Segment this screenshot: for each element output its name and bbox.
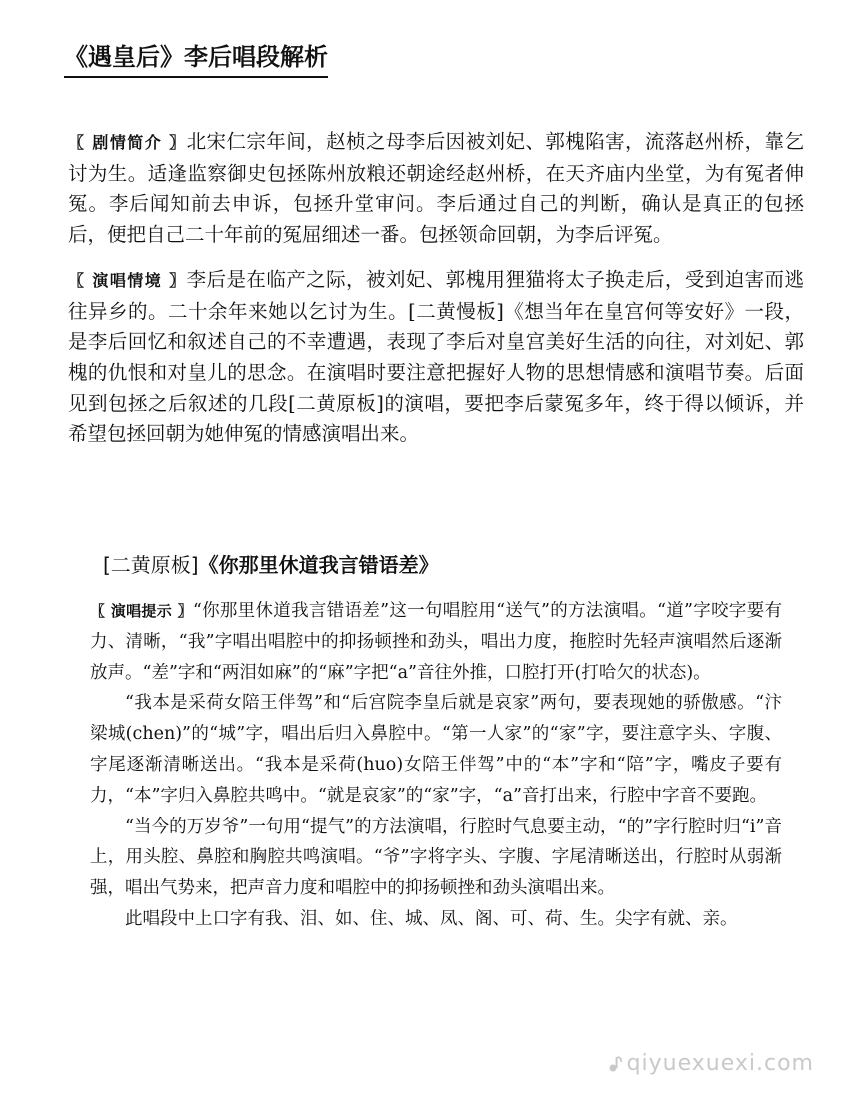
watermark-text: qiyuexuexi.com xyxy=(626,1051,814,1076)
tips-paragraph-4: 此唱段中上口字有我、泪、如、住、城、凤、阁、可、荷、生。尖字有就、亲。 xyxy=(125,908,738,929)
site-watermark xyxy=(607,1051,814,1076)
plot-summary-tag: 〖 剧情简介 〗 xyxy=(68,133,187,152)
note-icon xyxy=(607,1055,625,1073)
tips-text-1: “你那里休道我言错语差”这一句唱腔用“送气”的方法演唱。“道”字咬字要有力、清晰，“我”字唱出唱腔中的抑扬顿挫和劲头，唱出力度，拖腔时先轻声演唱然后逐渐放声。“差”字和“两泪如麻”的“麻”字把“a”音往外推，口腔打开(打哈欠的状态)。 xyxy=(90,601,782,683)
singing-context-paragraph xyxy=(68,265,804,450)
page-title: 《遇皇后》李后唱段解析 xyxy=(64,40,328,78)
singing-context-tag: 〖 演唱情境 〗 xyxy=(68,270,187,290)
singing-tips-section xyxy=(90,596,782,935)
plot-summary-paragraph xyxy=(68,127,804,251)
aria-bracket-label: [二黄原板] xyxy=(103,553,199,577)
aria-section-heading xyxy=(103,549,439,581)
plot-summary-text: 北宋仁宗年间，赵桢之母李后因被刘妃、郭槐陷害，流落赵州桥，靠乞讨为生。适逢监察御史包拯陈州放粮还朝途经赵州桥，在天齐庙内坐堂，为有冤者伸冤。李后闻知前去申诉，包拯升堂审问。李后通过自己的判断，确认是真正的包拯后，便把自己二十年前的冤屈细述一番。包拯领命回朝，为李后评冤。 xyxy=(68,130,804,247)
tips-paragraph-1 xyxy=(90,596,782,688)
aria-title: 《你那里休道我言错语差》 xyxy=(198,553,439,577)
tips-paragraph-3: “当今的万岁爷”一句用“提气”的方法演唱，行腔时气息要主动，“的”字行腔时归“i”音上，用头腔、鼻腔和胸腔共鸣演唱。“爷”字将字头、字腹、字尾清晰送出，行腔时从弱渐强，唱出气势来，把声音力度和唱腔中的抑扬顿挫和劲头演唱出来。 xyxy=(90,816,782,899)
intro-section xyxy=(68,127,804,464)
singing-tips-tag: 〖 演唱提示 〗 xyxy=(90,602,193,620)
singing-context-text: 李后是在临产之际，被刘妃、郭槐用狸猫将太子换走后，受到迫害而逃往异乡的。二十余年来她以乞讨为生。[二黄慢板]《想当年在皇宫何等安好》一段，是李后回忆和叙述自己的不幸遭遇，表现了李后对皇宫美好生活的向往，对刘妃、郭槐的仇恨和对皇儿的思念。在演唱时要注意把握好人物的思想情感和演唱节奏。后面见到包拯之后叙述的几段[二黄原板]的演唱，要把李后蒙冤多年，终于得以倾诉，并希望包拯回朝为她伸冤的情感演唱出来。 xyxy=(68,267,804,446)
tips-paragraph-2: “我本是采荷女陪王伴驾”和“后宫院李皇后就是哀家”两句，要表现她的骄傲感。“汴梁城(chen)”的“城”字，唱出后归入鼻腔中。“第一人家”的“家”字，要注意字头、字腹、字尾逐渐清晰送出。“我本是采荷(huo)女陪王伴驾”中的“本”字和“陪”字，嘴皮子要有力，“本”字归入鼻腔共鸣中。“就是哀家”的“家”字，“a”音打出来，行腔中字音不要跑。 xyxy=(90,693,782,806)
